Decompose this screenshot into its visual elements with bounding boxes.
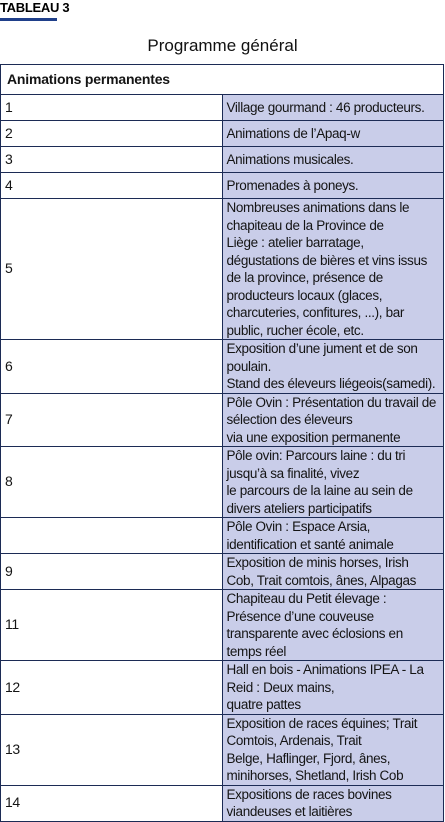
table-row <box>1 121 444 147</box>
row-text: Pôle Ovin : Présentation du travail de sélection des éleveurs via une exposition permanente <box>222 393 444 447</box>
table-row <box>1 95 444 121</box>
row-number: 11 <box>1 590 223 661</box>
row-text: Animations musicales. <box>222 147 444 173</box>
row-number: 7 <box>1 393 223 447</box>
row-number: 8 <box>1 447 223 518</box>
table-row <box>1 393 444 447</box>
row-text: Chapiteau du Petit élevage : Présence d’une couveuse transparente avec éclosions en temps réel <box>222 590 444 661</box>
table-row <box>1 147 444 173</box>
row-number: 5 <box>1 199 223 340</box>
table-row <box>1 173 444 199</box>
table-row <box>1 590 444 661</box>
row-text: Exposition de races équines; Trait Comtois, Ardenais, Trait Belge, Haflinger, Fjord, ânes, minihorses, Shetland, Irish Cob <box>222 714 444 785</box>
row-text: Exposition de minis horses, Irish Cob, Trait comtois, ânes, Alpagas <box>222 554 444 590</box>
row-text: Village gourmand : 46 producteurs. <box>222 95 444 121</box>
row-number: 13 <box>1 714 223 785</box>
row-text: Hall en bois - Animations IPEA - La Reid : Deux mains, quatre pattes <box>222 661 444 715</box>
table-tag: TABLEAU 3 <box>0 0 70 15</box>
tag-underline <box>0 18 57 21</box>
row-text: Exposition d’une jument et de son poulain. Stand des éleveurs liégeois(samedi). <box>222 340 444 394</box>
row-text: Animations de l’Apaq-w <box>222 121 444 147</box>
row-number: 1 <box>1 95 223 121</box>
row-text: Nombreuses animations dans le chapiteau de la Province de Liège : atelier barratage, dégustations de bières et vins issus de la province, présence de producteurs locaux (glaces, charcuteries, confitures, ...), bar public, rucher école, etc. <box>222 199 444 340</box>
section-title: Animations permanentes <box>1 65 444 95</box>
table-row <box>1 554 444 590</box>
table-row <box>1 785 444 821</box>
table-row <box>1 340 444 394</box>
row-number: 3 <box>1 147 223 173</box>
table-row <box>1 714 444 785</box>
row-text: Promenades à poneys. <box>222 173 444 199</box>
row-number: 9 <box>1 554 223 590</box>
row-number: 6 <box>1 340 223 394</box>
table-row <box>1 199 444 340</box>
table-row <box>1 518 444 554</box>
row-number: 2 <box>1 121 223 147</box>
row-number <box>1 518 223 554</box>
row-text: Expositions de races bovines viandeuses et laitières <box>222 785 444 821</box>
program-table <box>0 64 444 822</box>
row-number: 4 <box>1 173 223 199</box>
section-header-row <box>1 65 444 95</box>
row-number: 14 <box>1 785 223 821</box>
row-text: Pôle ovin: Parcours laine : du tri jusqu’à sa finalité, vivez le parcours de la laine au sein de divers ateliers participatifs <box>222 447 444 518</box>
row-number: 12 <box>1 661 223 715</box>
table-caption: Programme général <box>147 36 298 55</box>
table-row <box>1 447 444 518</box>
row-text: Pôle Ovin : Espace Arsia, identification et santé animale <box>222 518 444 554</box>
